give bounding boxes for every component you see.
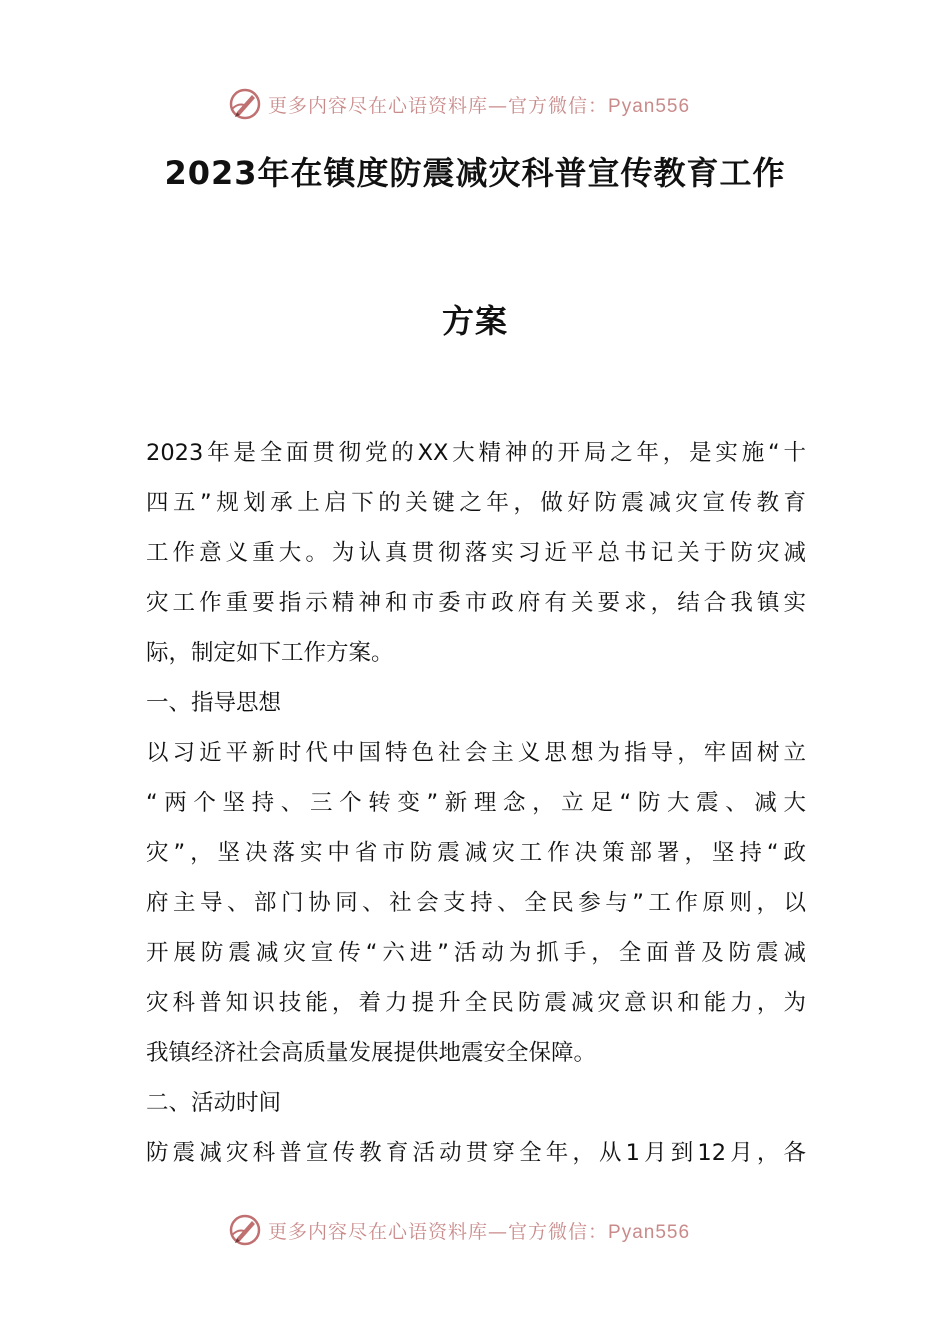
body-line: 防震减灾科普宣传教育活动贯穿全年，从1月到12月，各 xyxy=(146,1140,806,1166)
watermark-banner-top xyxy=(0,84,950,124)
watermark-handle: Pyan556 xyxy=(608,95,691,117)
watermark-handle: Pyan556 xyxy=(608,1221,691,1243)
document-title-line-2: 方案 xyxy=(441,302,508,340)
body-line: 灾科普知识技能，着力提升全民防震减灾意识和能力，为 xyxy=(146,990,806,1016)
body-line: “两个坚持、三个转变”新理念，立足“防大震、减大 xyxy=(146,790,806,816)
body-line: 我镇经济社会高质量发展提供地震安全保障。 xyxy=(146,1040,597,1066)
body-line: 工作意义重大。为认真贯彻落实习近平总书记关于防灾减 xyxy=(146,540,806,566)
body-line: 以习近平新时代中国特色社会主义思想为指导，牢固树立 xyxy=(146,740,806,766)
section-heading-activity-time: 二、活动时间 xyxy=(146,1090,282,1116)
body-line: 四五”规划承上启下的关键之年，做好防震减灾宣传教育 xyxy=(146,490,806,516)
section-heading-guiding-thought: 一、指导思想 xyxy=(146,690,282,716)
body-line: 开展防震减灾宣传“六进”活动为抓手，全面普及防震减 xyxy=(146,940,806,966)
pen-logo-icon xyxy=(228,1213,262,1247)
watermark-brand-text: 更多内容尽在心语资料库—官方微信： xyxy=(268,94,609,117)
body-line: 灾”，坚决落实中省市防震减灾工作决策部署，坚持“政 xyxy=(146,840,806,866)
document-title-line-1: 2023年在镇度防震减灾科普宣传教育工作 xyxy=(164,154,786,192)
body-line: 府主导、部门协同、社会支持、全民参与”工作原则，以 xyxy=(146,890,806,916)
body-line: 际，制定如下工作方案。 xyxy=(146,640,394,666)
body-line: 2023年是全面贯彻党的XX大精神的开局之年，是实施“十 xyxy=(146,440,806,466)
pen-logo-icon xyxy=(228,87,262,121)
body-line: 灾工作重要指示精神和市委市政府有关要求，结合我镇实 xyxy=(146,590,806,616)
watermark-banner-bottom xyxy=(0,1210,950,1250)
watermark-brand-text: 更多内容尽在心语资料库—官方微信： xyxy=(268,1220,609,1243)
document-body xyxy=(146,428,806,1178)
